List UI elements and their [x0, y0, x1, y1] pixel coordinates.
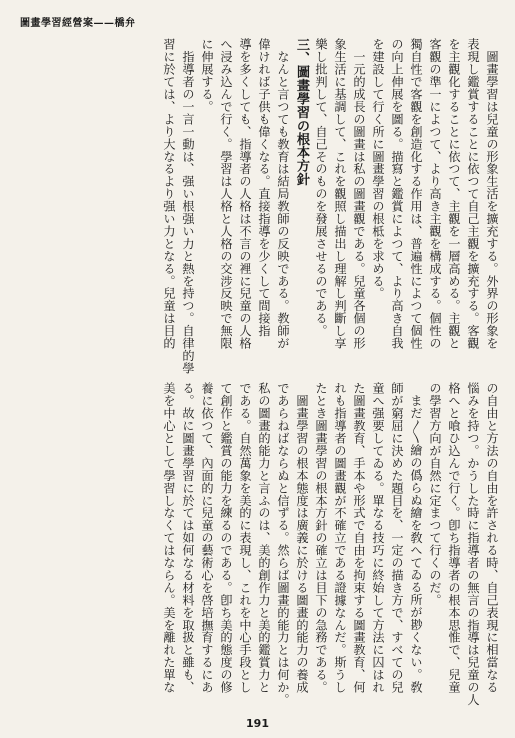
text-column: まだ〳〵繪の僞らぬ繪を敎へてゐる所が尠くない。敎 [409, 382, 423, 693]
text-column: に伸展する。 [200, 38, 214, 113]
text-column: なんと言つても教育は結局教師の反映である。教師が [276, 38, 290, 350]
text-column: 偉ければ子供も偉くなる。直接指導を少くして間接指 [257, 38, 271, 337]
text-column: れも指導者の圖畫觀が不確立である證據なんだ。斯うし [333, 382, 347, 694]
text-column: の學習方向が自然に定まつて行くのだ。 [428, 382, 442, 607]
text-column: 習に於ては、より大なるより强い力となる。兒童は目的 [162, 38, 176, 350]
text-column: を建設して行く所に圖畫學習の根柢を求める。 [371, 38, 385, 300]
text-column: 格へと喰ひ込んで行く。卽ち指導者の根本思惟で、兒童 [447, 382, 461, 694]
running-header: 圖畫學習經營案——橋弁 [20, 18, 136, 29]
text-column: 私の圖畫的能力と言ふのは、美的創作力と美的鑑賞力と [257, 382, 271, 694]
text-column: 圖畫學習は兒童の形象生活を擴充する。外界の形象を [485, 38, 499, 350]
page-number: 191 [246, 717, 269, 730]
text-column: て創作と鑑賞の能力を練るのである。卽ち美的態度の修 [219, 382, 233, 694]
text-column: 表現し鑑賞することに依つて自己主觀を擴充する。客觀 [466, 38, 480, 350]
text-column: 導を多くしても、指導者の人格は不言の裡に兒童の人格 [238, 38, 252, 350]
text-column: の自由と方法の自由を許される時、自己表現に相當なる [485, 382, 499, 694]
text-column: であらねばならぬと信ずる。然らば圖畫的能力とは何か。 [276, 382, 290, 706]
text-block-bottom [16, 382, 501, 704]
text-column: 樂し批判して、自己そのものを發展させるのである。 [314, 38, 328, 337]
section-heading: 三、圖畫學習の根本方針 [294, 38, 309, 186]
text-column: た圖畫教育、手本や形式で自由を拘束する圖畫教育、何 [352, 382, 366, 694]
text-column: 圖畫學習の根本態度は廣義に於ける圖畫的能力の養成 [295, 382, 309, 694]
text-column: 養に依つて、內面的に兒童の藝術心を啓培撫育するにあ [200, 382, 214, 694]
text-column: る。故に圖畫學習に於ては如何なる材料を取扱と雖も、 [181, 382, 195, 694]
text-column: 一元的成長の圖畫は私の圖畫觀である。兒童各個の形 [352, 38, 366, 350]
text-column: 美を中心として學習しなくてはならん。美を離れた單な [162, 382, 176, 694]
text-column: 象生活に基調して、これを觀照し描出し理解し判斷し享 [333, 38, 347, 350]
text-column: を主觀化することに依つて、主觀を一層高める。主觀と [447, 38, 461, 350]
text-column: 師が窮屈に決めた題目を、一定の描き方で、すべての兒 [390, 382, 404, 694]
text-column: 獨自性で客觀を創造化する作用は、普遍性によつて個性 [409, 38, 423, 350]
text-column: へ浸み込んで行く。學習は人格と人格の交涉反映で無限 [219, 38, 233, 350]
text-column: 惱みを持つ。かうした時に指導者の無言の指導は兒童の人 [466, 382, 480, 706]
text-column: 指導者の一言一動は、强い根强い力と熱を持つ。自律的學 [181, 38, 195, 375]
text-column: である。自然萬象を美的に表現し、これを中心手段とし [238, 382, 252, 694]
text-block-top [16, 38, 501, 375]
text-column: の向上伸展を圖る。描寫と鑑賞によつて、より高き自我 [390, 38, 404, 350]
text-column: たとき圖畫學習の根本方針の確立は目下の急務である。 [314, 382, 328, 694]
text-column: 童へ强要してゐる。單なる技巧に終始して方法に囚はれ [371, 382, 385, 694]
text-column: 客觀の準一によつて、より高き主觀を構成する。個性の [428, 38, 442, 350]
